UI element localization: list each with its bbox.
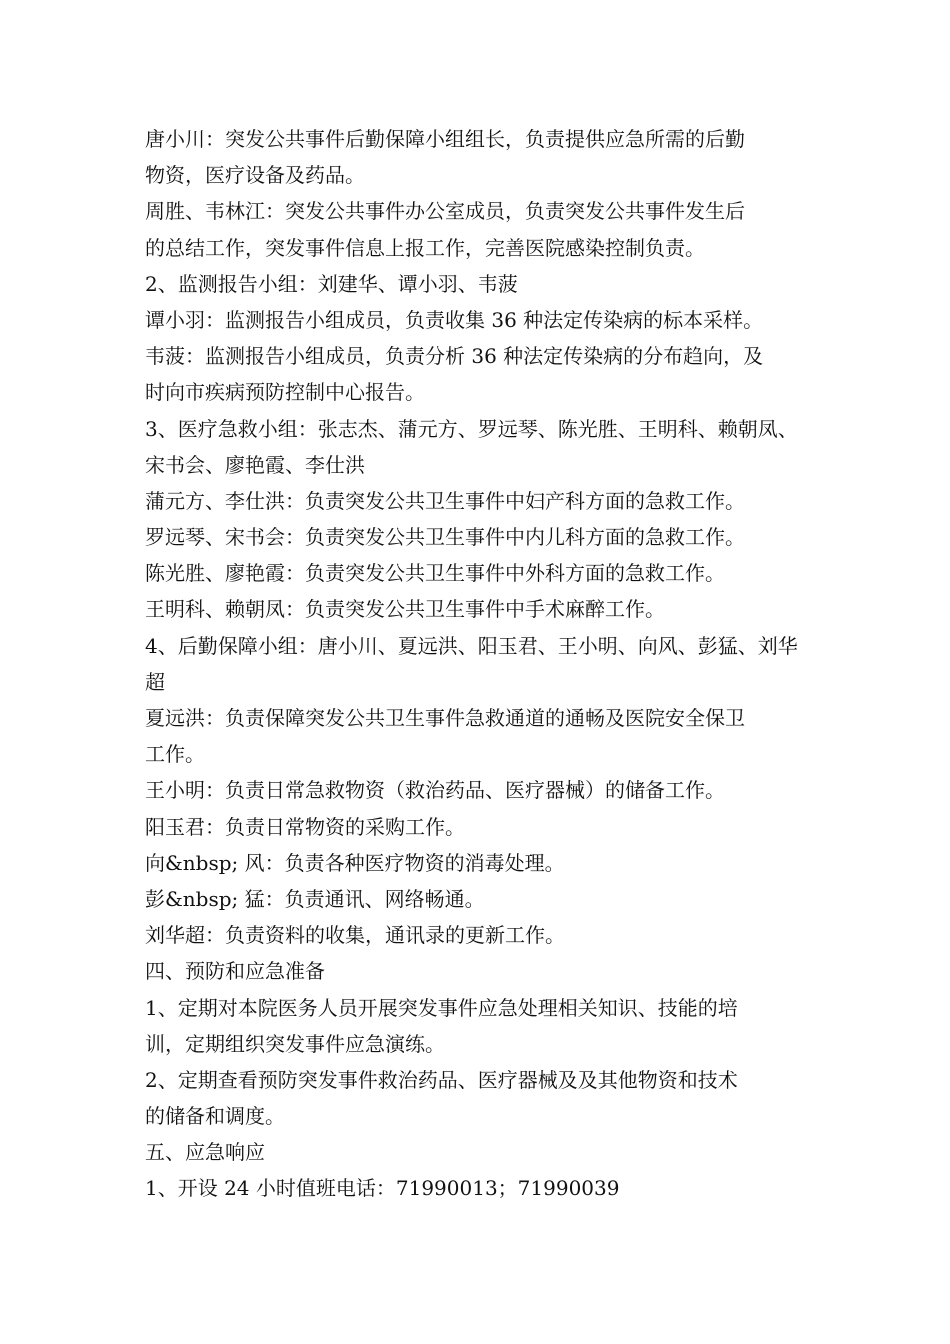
section-heading: 2、监测报告小组：刘建华、谭小羽、韦菠	[145, 271, 518, 296]
text-line: 的储备和调度。	[145, 1104, 285, 1129]
section-heading: 3、医疗急救小组：张志杰、蒲元方、罗远琴、陈光胜、王明科、赖朝凤、	[145, 416, 798, 441]
chapter-heading: 四、预防和应急准备	[145, 959, 325, 984]
text-line: 蒲元方、李仕洪：负责突发公共卫生事件中妇产科方面的急救工作。	[145, 488, 745, 513]
text-line: 陈光胜、廖艳霞：负责突发公共卫生事件中外科方面的急救工作。	[145, 561, 725, 586]
text-line: 刘华超：负责资料的收集，通讯录的更新工作。	[145, 923, 565, 948]
text-line: 彭&nbsp; 猛：负责通讯、网络畅通。	[145, 886, 485, 911]
text-line: 夏远洪：负责保障突发公共卫生事件急救通道的通畅及医院安全保卫	[145, 706, 745, 730]
text-line: 1、开设 24 小时值班电话：71990013；71990039	[145, 1176, 620, 1201]
chapter-heading: 五、应急响应	[145, 1140, 265, 1165]
text-line: 唐小川：突发公共事件后勤保障小组组长，负责提供应急所需的后勤	[145, 127, 745, 151]
text-line: 物资，医疗设备及药品。	[145, 163, 365, 188]
text-line: 阳玉君：负责日常物资的采购工作。	[145, 814, 465, 839]
text-line: 谭小羽：监测报告小组成员，负责收集 36 种法定传染病的标本采样。	[145, 307, 764, 332]
text-line: 王小明：负责日常急救物资（救治药品、医疗器械）的储备工作。	[145, 778, 725, 803]
text-line: 1、定期对本院医务人员开展突发事件应急处理相关知识、技能的培	[145, 995, 738, 1020]
document-body	[145, 121, 815, 1207]
text-line: 2、定期查看预防突发事件救治药品、医疗器械及及其他物资和技术	[145, 1067, 738, 1092]
text-line: 超	[145, 669, 165, 694]
text-line: 韦菠：监测报告小组成员，负责分析 36 种法定传染病的分布趋向，及	[145, 344, 764, 369]
text-line: 的总结工作，突发事件信息上报工作，完善医院感染控制负责。	[145, 235, 705, 260]
text-line: 工作。	[145, 742, 205, 767]
text-line: 周胜、韦林江：突发公共事件办公室成员，负责突发公共事件发生后	[145, 199, 745, 224]
text-line: 王明科、赖朝凤：负责突发公共卫生事件中手术麻醉工作。	[145, 597, 665, 622]
text-line: 罗远琴、宋书会：负责突发公共卫生事件中内儿科方面的急救工作。	[145, 525, 745, 550]
text-line: 向&nbsp; 风：负责各种医疗物资的消毒处理。	[145, 850, 565, 875]
text-line: 时向市疾病预防控制中心报告。	[145, 380, 425, 405]
section-heading: 4、后勤保障小组：唐小川、夏远洪、阳玉君、王小明、向风、彭猛、刘华	[145, 633, 798, 658]
text-line: 训，定期组织突发事件应急演练。	[145, 1031, 445, 1056]
text-line: 宋书会、廖艳霞、李仕洪	[145, 452, 365, 477]
